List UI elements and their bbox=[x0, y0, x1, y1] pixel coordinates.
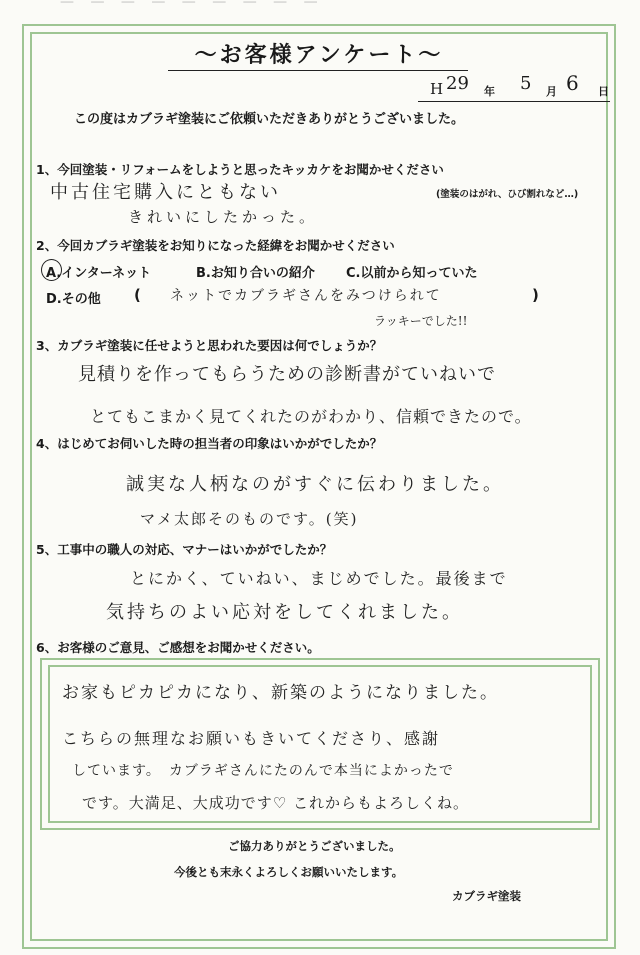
paren-close: ) bbox=[532, 286, 539, 304]
answer-4-line-2: マメ太郎そのものです。(笑) bbox=[140, 510, 359, 528]
answer-4-line-1: 誠実な人柄なのがすぐに伝わりました。 bbox=[126, 474, 504, 495]
footer-thanks: ご協力ありがとうございました。 bbox=[228, 839, 401, 853]
answer-2-other-line-2: ラッキーでした!! bbox=[374, 314, 468, 328]
survey-title: ～お客様アンケート～ bbox=[194, 43, 444, 68]
question-2: 2、今回カブラギ塗装をお知りになった経緯をお聞かせください bbox=[36, 238, 395, 253]
answer-3-line-1: 見積りを作ってもらうための診断書がていねいで bbox=[78, 364, 496, 385]
answer-1-line-2: きれいにしたかった。 bbox=[128, 208, 319, 226]
paren-open: ( bbox=[134, 286, 141, 304]
answer-6-line-4: です。大満足、大成功です♡ これからもよろしくね。 bbox=[82, 794, 470, 812]
question-4: 4、はじめてお伺いした時の担当者の印象はいかがでしたか？ bbox=[36, 436, 383, 451]
title-underline bbox=[168, 70, 468, 71]
date-year-unit: 年 bbox=[484, 85, 495, 98]
answer-6-line-1: お家もピカピカになり、新築のようになりました。 bbox=[62, 683, 499, 703]
answer-1-line-1: 中古住宅購入にともない bbox=[50, 182, 281, 203]
question-1-example: (塗装のはがれ、ひび割れなど…) bbox=[436, 189, 579, 200]
option-d-other: D.その他 bbox=[46, 292, 101, 307]
question-6: 6、お客様のご意見、ご感想をお聞かせください。 bbox=[36, 640, 320, 655]
question-5: 5、工事中の職人の対応、マナーはいかがでしたか？ bbox=[36, 542, 333, 557]
question-3: 3、カブラギ塗装に任せようと思われた要因は何でしょうか？ bbox=[36, 338, 383, 353]
date-era: H bbox=[430, 80, 444, 98]
intro-text: この度はカブラギ塗装にご依頼いただきありがとうございました。 bbox=[74, 112, 465, 127]
answer-3-line-2: とてもこまかく見てくれたのがわかり、信頼できたので。 bbox=[90, 407, 532, 426]
date-month: 5 bbox=[520, 73, 532, 94]
option-a-internet: A.インターネット bbox=[46, 266, 152, 281]
footer-company: カブラギ塗装 bbox=[452, 889, 521, 903]
option-c-known: C.以前から知っていた bbox=[346, 266, 478, 281]
answer-5-line-1: とにかく、ていねい、まじめでした。最後まで bbox=[130, 569, 508, 588]
footer-regards: 今後とも末永くよろしくお願いいたします。 bbox=[174, 865, 404, 879]
option-b-referral: B.お知り合いの紹介 bbox=[196, 266, 315, 281]
faint-header-scribble: — — — — — — — — — bbox=[60, 0, 324, 10]
answer-6-line-2: こちらの無理なお願いもきいてくださり、感謝 bbox=[62, 729, 441, 748]
question-1: 1、今回塗装・リフォームをしようと思ったキッカケをお聞かせください bbox=[36, 162, 444, 177]
answer-5-line-2: 気持ちのよい応対をしてくれました。 bbox=[106, 602, 463, 623]
date-year: 29 bbox=[446, 73, 469, 94]
answer-2-other: ネットでカブラギさんをみつけられて bbox=[170, 288, 442, 304]
date-month-unit: 月 bbox=[546, 85, 557, 98]
date-day-unit: 日 bbox=[598, 85, 609, 98]
date-day: 6 bbox=[566, 71, 579, 95]
answer-6-line-3: しています。 カブラギさんにたのんで本当によかったで bbox=[72, 763, 454, 779]
